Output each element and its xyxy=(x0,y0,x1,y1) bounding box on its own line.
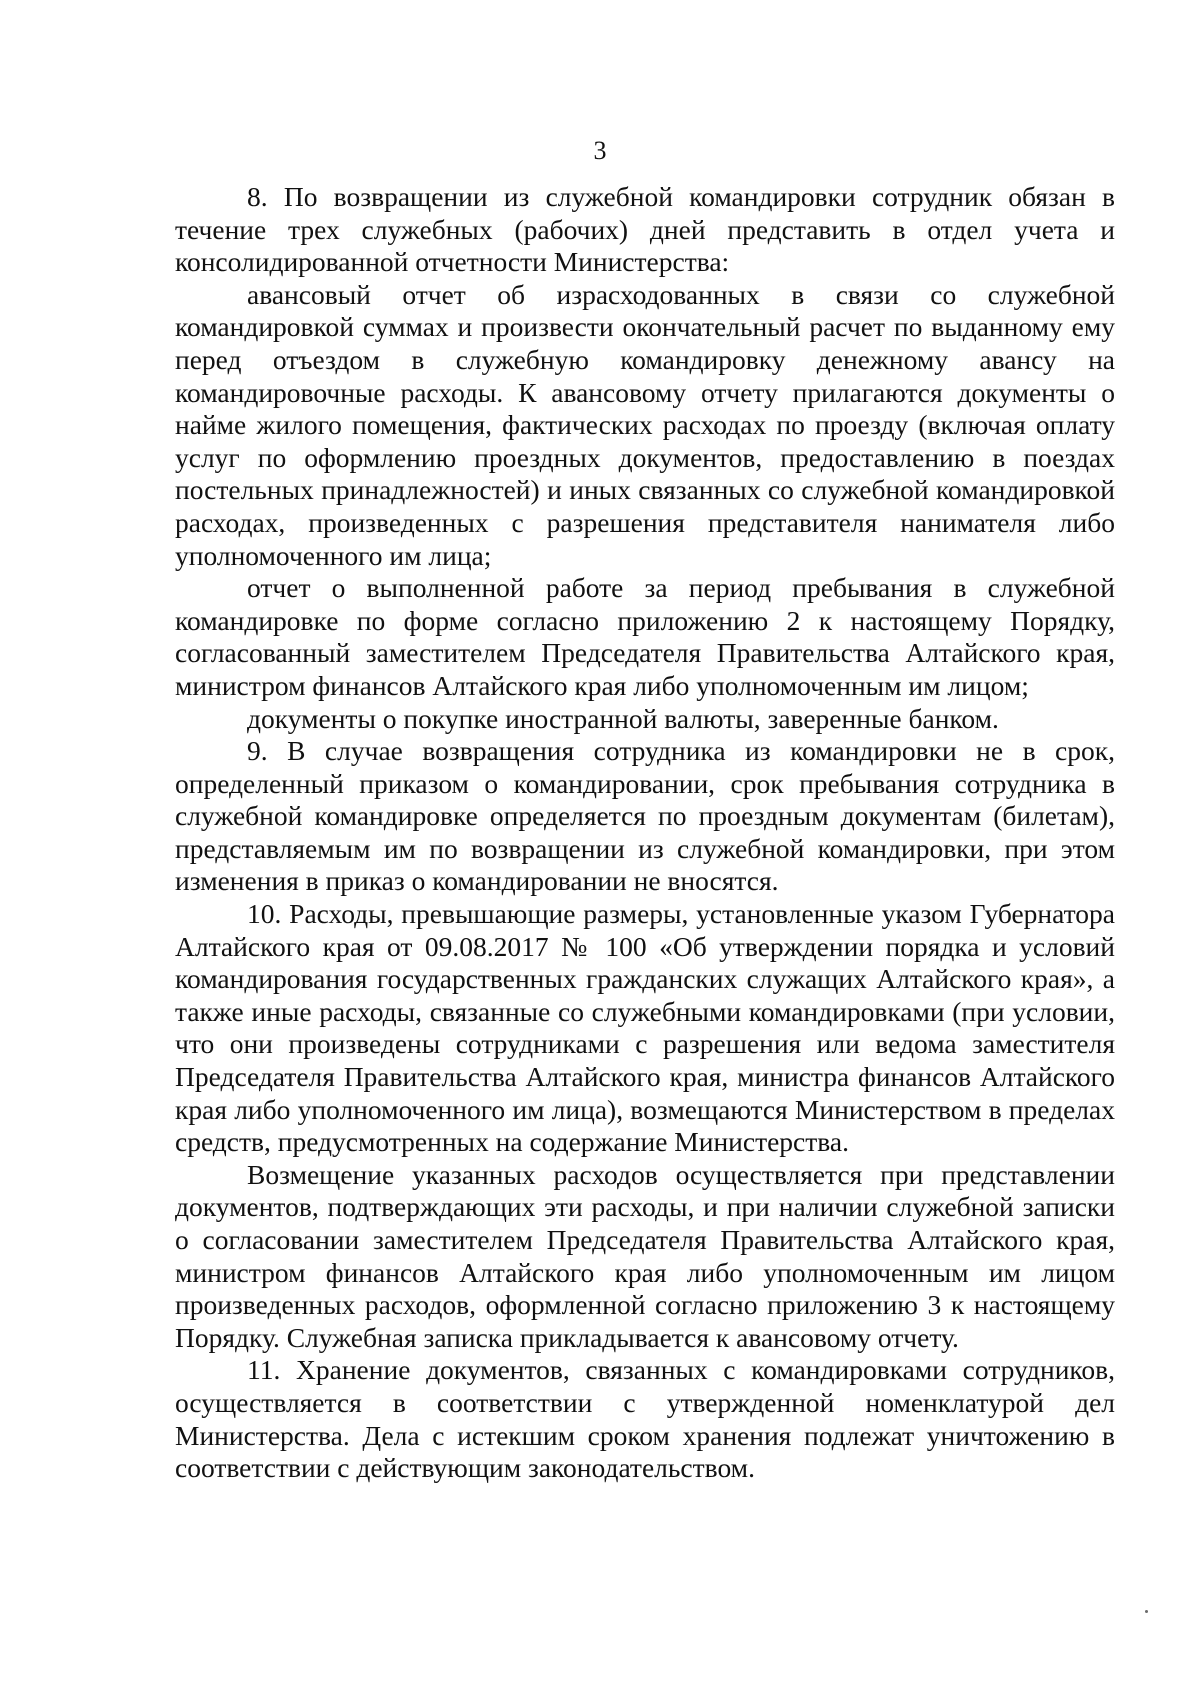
page-number: 3 xyxy=(593,136,607,165)
paragraph-item-9: 9. В случае возвращения сотрудника из командировки не в срок, определенный приказом о командировании, срок пребывания сотрудника в служебной командировке определяется по проездным документам (билетам), представляемым им по возвращении из служебной командировки, при этом изменения в приказ о командировании не вносятся. xyxy=(175,735,1115,897)
paragraph-item-11: 11. Хранение документов, связанных с командировками сотрудников, осуществляется в соответствии с утвержденной номенклатурой дел Министерства. Дела с истекшим сроком хранения подлежат уничтожению в соответствии с действующим законодательством. xyxy=(175,1354,1115,1484)
paragraph-reimbursement: Возмещение указанных расходов осуществляется при представлении документов, подтверждающих эти расходы, и при наличии служебной записки о согласовании заместителем Председателя Правительства Алтайского края, министром финансов Алтайского края либо уполномоченным им лицом произведенных расходов, оформленной согласно приложению 3 к настоящему Порядку. Служебная записка прикладывается к авансовому отчету. xyxy=(175,1158,1115,1353)
paragraph-item-8: 8. По возвращении из служебной командировки сотрудник обязан в течение трех служебных (рабочих) дней представить в отдел учета и консолидированной отчетности Министерства: xyxy=(175,181,1115,278)
document-body xyxy=(175,181,1115,1485)
paragraph-item-10: 10. Расходы, превышающие размеры, установленные указом Губернатора Алтайского края от 09.08.2017 № 100 «Об утверждении порядка и условий командирования государственных гражданских служащих Алтайского края», а также иные расходы, связанные со служебными командировками (при условии, что они произведены сотрудниками с разрешения или ведома заместителя Председателя Правительства Алтайского края, министра финансов Алтайского края либо уполномоченного им лица), возмещаются Министерством в пределах средств, предусмотренных на содержание Министерства. xyxy=(175,898,1115,1158)
paragraph-advance-report: авансовый отчет об израсходованных в связи со служебной командировкой суммах и произвести окончательный расчет по выданному ему перед отъездом в служебную командировку денежному авансу на командировочные расходы. К авансовому отчету прилагаются документы о найме жилого помещения, фактических расходах по проезду (включая оплату услуг по оформлению проездных документов, предоставлению в поездах постельных принадлежностей) и иных связанных со служебной командировкой расходах, произведенных с разрешения представителя нанимателя либо уполномоченного им лица; xyxy=(175,278,1115,571)
scan-speck xyxy=(1145,1610,1148,1613)
paragraph-currency-documents: документы о покупке иностранной валюты, заверенные банком. xyxy=(247,702,999,734)
paragraph-work-report: отчет о выполненной работе за период пребывания в служебной командировке по форме согласно приложению 2 к настоящему Порядку, согласованный заместителем Председателя Правительства Алтайского края, министром финансов Алтайского края либо уполномоченным им лицом; xyxy=(175,572,1115,701)
